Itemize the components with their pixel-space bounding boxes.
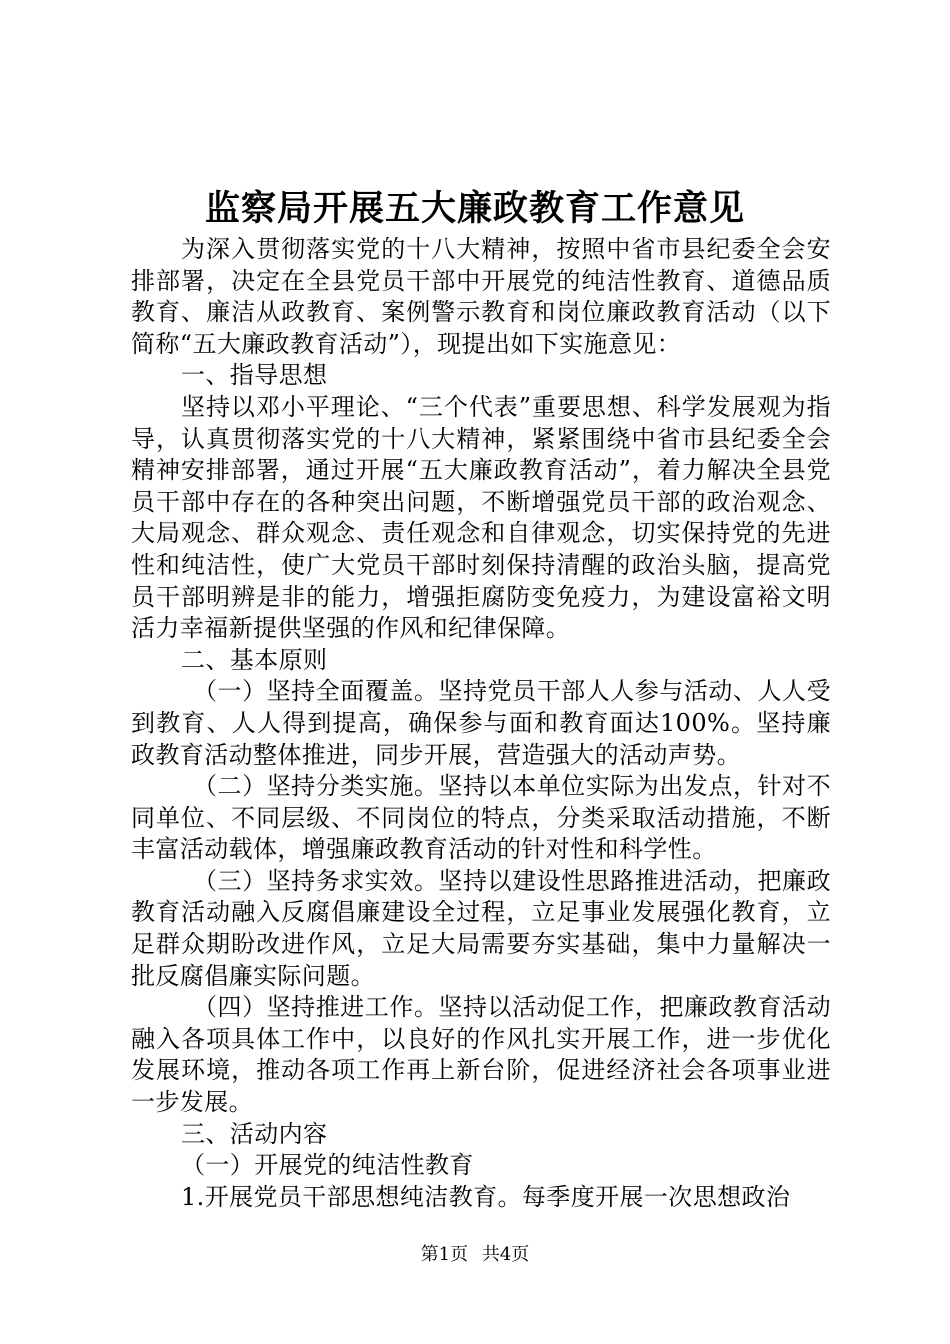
section-heading-guiding-thought: 一、指导思想 xyxy=(181,361,328,390)
principle-1-paragraph: （一）坚持全面覆盖。坚持党员干部人人参与活动、人人受到教育、人人得到提高，确保参与面和教育面达100%。坚持廉政教育活动整体推进，同步开展，营造强大的活动声势。 xyxy=(131,677,831,769)
guiding-thought-paragraph: 坚持以邓小平理论、“三个代表”重要思想、科学发展观为指导，认真贯彻落实党的十八大精神，紧紧围绕中省市县纪委全会精神安排部署，通过开展“五大廉政教育活动”，着力解决全县党员干部中存在的各种突出问题，不断增强党员干部的政治观念、大局观念、群众观念、责任观念和自律观念，切实保持党的先进性和纯洁性，使广大党员干部时刻保持清醒的政治头脑，提高党员干部明辨是非的能力，增强拒腐防变免疫力，为建设富裕文明活力幸福新提供坚强的作风和纪律保障。 xyxy=(131,392,831,643)
principle-4-paragraph: （四）坚持推进工作。坚持以活动促工作，把廉政教育活动融入各项具体工作中，以良好的作风扎实开展工作，进一步优化发展环境，推动各项工作再上新台阶，促进经济社会各项事业进一步发展。 xyxy=(131,993,831,1117)
page-footer xyxy=(0,1243,950,1267)
page-number-total: 共4页 xyxy=(481,1244,530,1265)
section-heading-activity-content: 三、活动内容 xyxy=(181,1119,328,1148)
principle-3-paragraph: （三）坚持务求实效。坚持以建设性思路推进活动，把廉政教育活动融入反腐倡廉建设全过程，立足事业发展强化教育，立足群众期盼改进作风，立足大局需要夯实基础，集中力量解决一批反腐倡廉实际问题。 xyxy=(131,866,831,990)
principle-2-paragraph: （二）坚持分类实施。坚持以本单位实际为出发点，针对不同单位、不同层级、不同岗位的特点，分类采取活动措施，不断丰富活动载体，增强廉政教育活动的针对性和科学性。 xyxy=(131,772,831,864)
page-number-current: 第1页 xyxy=(420,1244,469,1265)
subsection-heading-purity-education: （一）开展党的纯洁性教育 xyxy=(181,1151,474,1180)
document-body xyxy=(131,234,831,1213)
item-1-paragraph: 1.开展党员干部思想纯洁教育。每季度开展一次思想政治 xyxy=(181,1182,791,1211)
document-title: 监察局开展五大廉政教育工作意见 xyxy=(204,188,745,229)
intro-paragraph: 为深入贯彻落实党的十八大精神，按照中省市县纪委全会安排部署，决定在全县党员干部中开展党的纯洁性教育、道德品质教育、廉洁从政教育、案例警示教育和岗位廉政教育活动（以下简称“五大廉政教育活动”），现提出如下实施意见： xyxy=(131,235,831,358)
section-heading-basic-principles: 二、基本原则 xyxy=(181,645,328,674)
